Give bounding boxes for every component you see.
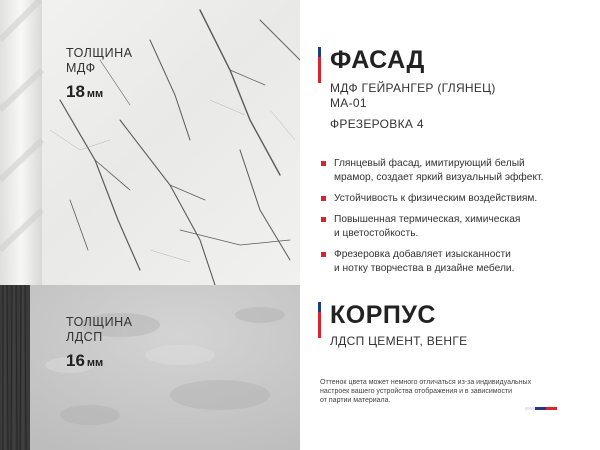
feature-item: [318, 157, 588, 185]
venge-body-swatch: [0, 285, 30, 450]
mdf-thickness-value: [66, 82, 103, 102]
feature-item: [318, 192, 588, 206]
ldsp-thickness-value: [66, 351, 103, 371]
marble-facade-swatch: [0, 0, 300, 285]
facade-title: ФАСАД: [330, 46, 425, 74]
bullet-icon: [321, 161, 326, 166]
bullet-icon: [321, 196, 326, 201]
body-accent-bar: [318, 302, 321, 338]
facade-material-line1: МДФ ГЕЙРАНГЕР (ГЛЯНЕЦ): [330, 81, 496, 95]
cement-texture: [0, 285, 300, 450]
ldsp-thickness-label-line1: ТОЛЩИНА: [66, 315, 133, 329]
bullet-icon: [321, 217, 326, 222]
facade-material-line2: MA-01: [330, 96, 367, 110]
facade-features-list: [318, 157, 588, 283]
facade-milling: ФРЕЗЕРОВКА 4: [330, 117, 424, 131]
feature-item-line1: Глянцевый фасад, имитирующий белый: [334, 158, 525, 169]
feature-item-line2: и нотку творчества в дизайне мебели.: [334, 263, 515, 274]
color-disclaimer-line2: настроек вашего устройства отображения и в зависимости: [320, 388, 513, 395]
mdf-thickness-label: [66, 46, 132, 76]
bullet-icon: [321, 252, 326, 257]
venge-texture: [0, 285, 30, 450]
feature-item: [318, 248, 588, 276]
facade-accent-bar: [318, 47, 321, 83]
facade-material: [330, 81, 496, 111]
ldsp-thickness-unit: мм: [86, 357, 104, 369]
color-disclaimer-line3: от партии материала.: [320, 397, 391, 404]
mdf-thickness-number: 18: [66, 82, 85, 101]
mdf-thickness-label-line2: МДФ: [66, 61, 96, 75]
cement-body-swatch: [0, 285, 300, 450]
feature-item: [318, 213, 588, 241]
flag-stripe-icon: [525, 407, 557, 410]
mdf-thickness-label-line1: ТОЛЩИНА: [66, 46, 133, 60]
ldsp-thickness-label-line2: ЛДСП: [66, 330, 103, 344]
feature-item-line1: Устойчивость к физическим воздействиям.: [334, 193, 538, 204]
body-material: ЛДСП ЦЕМЕНТ, ВЕНГЕ: [330, 334, 468, 348]
feature-item-line2: мрамор, создает яркий визуальный эффект.: [334, 172, 544, 183]
ldsp-thickness-label: [66, 315, 132, 345]
feature-item-line1: Фрезеровка добавляет изысканности: [334, 249, 511, 260]
marble-texture: [0, 0, 300, 285]
body-title: КОРПУС: [330, 301, 436, 329]
ldsp-thickness-number: 16: [66, 351, 85, 370]
color-disclaimer: [320, 378, 565, 405]
color-disclaimer-line1: Оттенок цвета может немного отличаться из-за индивидуальных: [320, 379, 532, 386]
feature-item-line1: Повышенная термическая, химическая: [334, 214, 521, 225]
mdf-thickness-unit: мм: [86, 88, 104, 100]
feature-item-line2: и цветостойкость.: [334, 228, 419, 239]
